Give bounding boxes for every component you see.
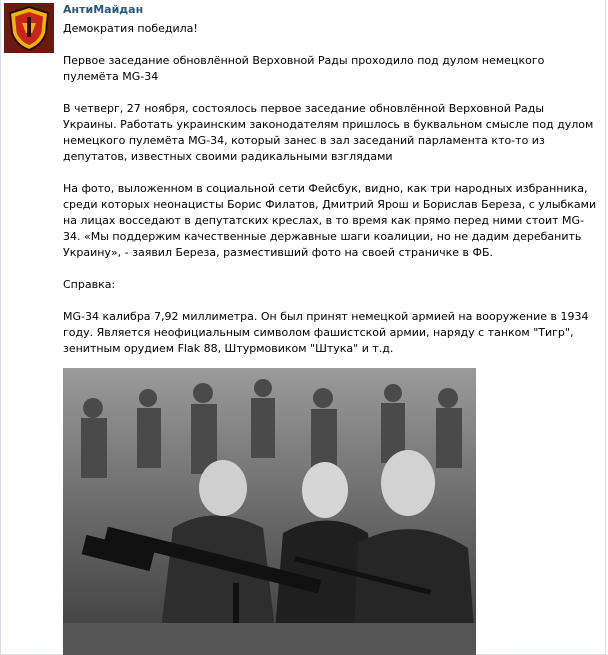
post-paragraph: В четверг, 27 ноября, состоялось первое заседание обновлённой Верховной Рады Украины. Работать украинским законодателям пришлось в буквальном смысле под дулом немецкого пулемёта MG-34, который занес в зал заседаний парламента кто-то из депутатов, известных своими радикальными взглядами	[63, 102, 594, 163]
post-headline: Демократия победила!	[63, 22, 198, 35]
post-photo[interactable]	[63, 368, 476, 655]
post-text	[63, 21, 599, 373]
reference-heading: Справка:	[63, 278, 116, 291]
post-paragraph: На фото, выложенном в социальной сети Фейсбук, видно, как три народных избранника, среди которых неонацисты Борис Филатов, Дмитрий Ярош и Борислав Береза, с улыбками на лицах восседают в депутатских креслах, в то время как прямо перед ними стоит MG-34. «Мы поддержим качественные державные шаги коалиции, но не дадим деребанить Украину», - заявил Береза, разместивший фото на своей страничке в ФБ.	[63, 182, 597, 259]
shield-logo-icon	[4, 3, 54, 53]
photo-image	[63, 368, 476, 655]
reference-text: MG-34 калибра 7,92 миллиметра. Он был принят немецкой армией на вооружение в 1934 году. Является неофициальным символом фашистской армии, наряду с танком "Тигр", зенитным орудием Flak 88, Штурмовиком "Штука" и т.д.	[63, 310, 589, 355]
avatar[interactable]	[4, 3, 54, 53]
post-title: Первое заседание обновлённой Верховной Рады проходило под дулом немецкого пулемёта MG-34	[63, 54, 545, 83]
author-link[interactable]: АнтиМайдан	[63, 3, 144, 16]
